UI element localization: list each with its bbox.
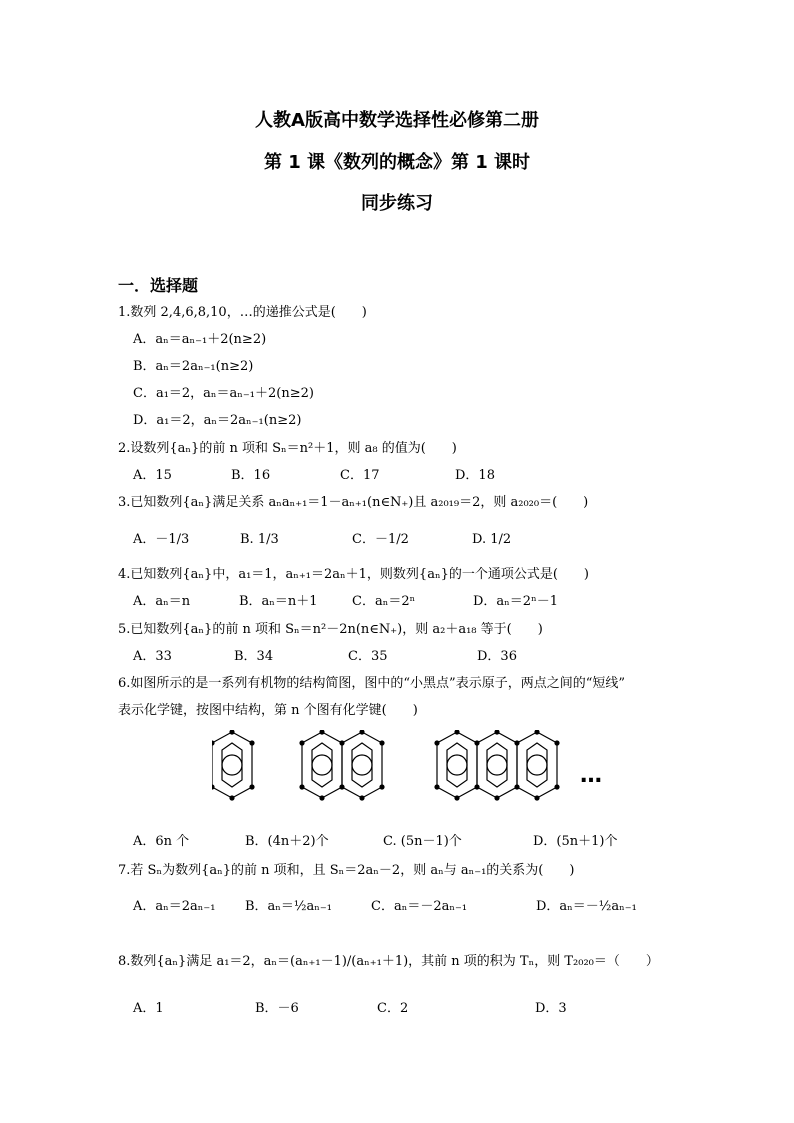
question-7-option-a: A．aₙ＝2aₙ₋₁ xyxy=(133,899,216,914)
question-8-options xyxy=(133,1000,693,1018)
hexagon-2a xyxy=(302,732,342,798)
inner-hexagon-1 xyxy=(222,743,242,787)
ring-circle-2b xyxy=(352,755,372,775)
question-7-stem: 7.若 Sₙ为数列{aₙ}的前 n 项和，且 Sₙ＝2aₙ－2，则 aₙ与 aₙ₋₁的关系为( ) xyxy=(118,863,575,878)
question-8-option-b: B．－6 xyxy=(255,1001,299,1016)
document-subtitle: 第 1 课《数列的概念》第 1 课时 xyxy=(263,152,531,173)
question-4-option-a: A．aₙ＝n xyxy=(133,594,191,609)
hexagon-3b xyxy=(477,732,517,798)
molecule-structure-figure xyxy=(212,730,632,820)
question-2-option-d: D．18 xyxy=(455,468,495,483)
question-1-stem: 1.数列 2,4,6,8,10，…的递推公式是( ) xyxy=(118,305,367,320)
ring-circle-2a xyxy=(312,755,332,775)
question-5-option-a: A．33 xyxy=(133,649,172,664)
question-3-option-d: D. 1/2 xyxy=(472,532,512,547)
question-7-option-c: C．aₙ＝－2aₙ₋₁ xyxy=(371,899,468,914)
question-4-options xyxy=(133,593,693,611)
question-6-option-d: D．(5n＋1)个 xyxy=(533,834,618,849)
question-4-option-b: B．aₙ＝n＋1 xyxy=(239,594,318,609)
question-3-option-c: C．－1/2 xyxy=(352,532,409,547)
question-1-option-a: A．aₙ＝aₙ₋₁＋2(n≥2) xyxy=(133,332,267,347)
question-7-options xyxy=(133,898,693,916)
question-6-option-a: A．6n 个 xyxy=(133,834,190,849)
question-6-option-b: B．(4n＋2)个 xyxy=(245,834,329,849)
question-4-stem: 4.已知数列{aₙ}中，a₁＝1，aₙ₊₁＝2aₙ＋1，则数列{aₙ}的一个通项公式是( ) xyxy=(118,567,589,582)
ring-circle-3c xyxy=(527,755,547,775)
question-8-option-d: D．3 xyxy=(535,1001,567,1016)
question-7-option-d: D．aₙ＝－½aₙ₋₁ xyxy=(536,899,637,914)
question-4-option-d: D．aₙ＝2ⁿ－1 xyxy=(473,594,558,609)
document-title: 人教A版高中数学选择性必修第二册 xyxy=(255,110,539,131)
hexagon-3c xyxy=(517,732,557,798)
question-8-option-c: C．2 xyxy=(377,1001,409,1016)
question-5-option-b: B．34 xyxy=(234,649,274,664)
hexagon-2b xyxy=(342,732,382,798)
ring-circle-3b xyxy=(487,755,507,775)
question-6-option-c: C. (5n－1)个 xyxy=(383,834,462,849)
question-3-option-a: A．－1/3 xyxy=(133,532,190,547)
ring-circle-1 xyxy=(222,755,242,775)
question-5-stem: 5.已知数列{aₙ}的前 n 项和 Sₙ＝n²－2n(n∈N₊)，则 a₂＋a₁₈ 等于( ) xyxy=(118,622,543,637)
question-2-option-b: B．16 xyxy=(231,468,271,483)
question-3-option-b: B. 1/3 xyxy=(240,532,279,547)
question-2-stem: 2.设数列{aₙ}的前 n 项和 Sₙ＝n²＋1，则 a₈ 的值为( ) xyxy=(118,441,457,456)
question-4-option-c: C．aₙ＝2ⁿ xyxy=(352,594,416,609)
question-2-option-a: A．15 xyxy=(133,468,172,483)
question-1-option-c: C．a₁＝2，aₙ＝aₙ₋₁＋2(n≥2) xyxy=(133,386,314,401)
question-5-option-d: D．36 xyxy=(477,649,517,664)
question-8-stem: 8.数列{aₙ}满足 a₁＝2，aₙ＝(aₙ₊₁－1)/(aₙ₊₁＋1)，其前 n 项的积为 Tₙ，则 T₂₀₂₀＝（ ） xyxy=(118,954,659,969)
question-3-options xyxy=(133,531,693,549)
document-subtitle-practice: 同步练习 xyxy=(361,193,433,214)
question-8-option-a: A．1 xyxy=(133,1001,164,1016)
question-1-option-b: B．aₙ＝2aₙ₋₁(n≥2) xyxy=(133,359,254,374)
question-2-options xyxy=(133,467,693,485)
question-3-stem: 3.已知数列{aₙ}满足关系 aₙaₙ₊₁＝1－aₙ₊₁(n∈N₊)且 a₂₀₁₉＝2，则 a₂₀₂₀＝( ) xyxy=(118,495,589,510)
hexagon-3a xyxy=(437,732,477,798)
question-1-option-d: D．a₁＝2，aₙ＝2aₙ₋₁(n≥2) xyxy=(133,413,302,428)
question-7-option-b: B．aₙ＝½aₙ₋₁ xyxy=(245,899,332,914)
ring-circle-3a xyxy=(447,755,467,775)
question-2-option-c: C．17 xyxy=(340,468,380,483)
section-heading: 一．选择题 xyxy=(118,276,199,295)
question-5-options xyxy=(133,648,693,666)
question-6-stem-line-1: 6.如图所示的是一系列有机物的结构简图，图中的“小黑点”表示原子，两点之间的“短线” xyxy=(118,676,625,691)
question-6-options xyxy=(133,833,693,851)
hexagon-1 xyxy=(212,732,252,798)
question-5-option-c: C．35 xyxy=(348,649,388,664)
question-6-stem-line-2: 表示化学键，按图中结构，第 n 个图有化学键( ) xyxy=(118,703,418,718)
figure-ellipsis: … xyxy=(580,763,602,788)
